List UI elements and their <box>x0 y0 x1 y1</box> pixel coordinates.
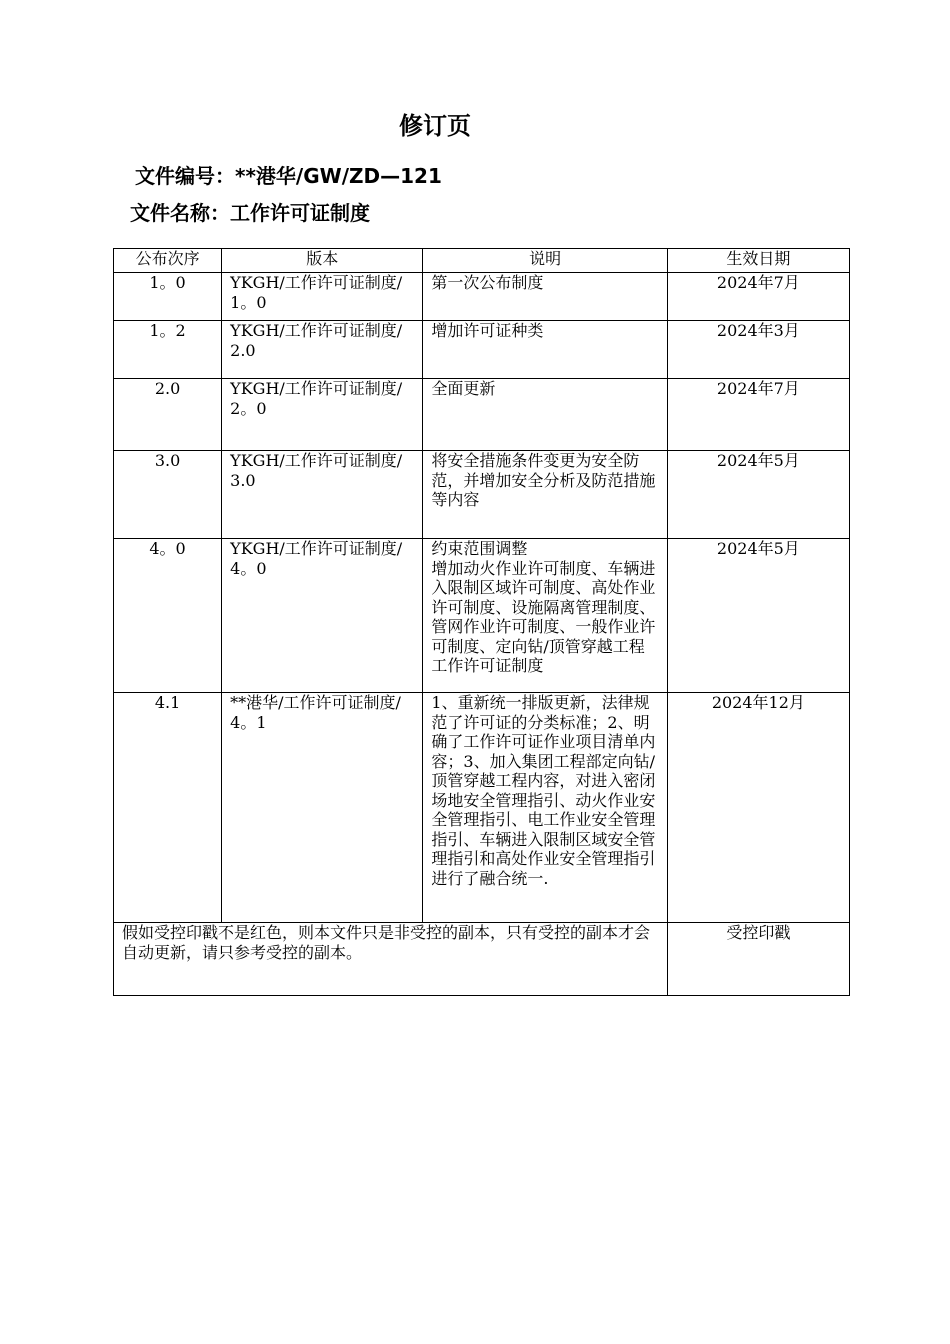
header-seq: 公布次序 <box>114 249 222 273</box>
cell-description: 全面更新 <box>423 379 667 451</box>
cell-date: 2024年7月 <box>667 379 849 451</box>
table-row <box>114 539 850 693</box>
table-row <box>114 273 850 321</box>
header-effective-date: 生效日期 <box>667 249 849 273</box>
page-title: 修订页 <box>399 112 471 140</box>
table-row <box>114 693 850 923</box>
cell-description: 约束范围调整 增加动火作业许可制度、车辆进入限制区域许可制度、高处作业许可制度、设施隔离管理制度、管网作业许可制度、一般作业许可制度、定向钻/顶管穿越工程工作许可证制度 <box>423 539 667 693</box>
cell-version: YKGH/工作许可证制度/2.0 <box>222 321 423 379</box>
cell-seq: 4。0 <box>114 539 222 693</box>
file-name: 文件名称：工作许可证制度 <box>130 201 370 225</box>
cell-version: **港华/工作许可证制度/4。1 <box>222 693 423 923</box>
cell-description: 第一次公布制度 <box>423 273 667 321</box>
cell-date: 2024年12月 <box>667 693 849 923</box>
cell-date: 2024年5月 <box>667 539 849 693</box>
cell-date: 2024年3月 <box>667 321 849 379</box>
file-code: 文件编号：**港华/GW/ZD—121 <box>135 164 442 188</box>
table-row <box>114 321 850 379</box>
cell-seq: 1。0 <box>114 273 222 321</box>
cell-seq: 1。2 <box>114 321 222 379</box>
header-version: 版本 <box>222 249 423 273</box>
cell-date: 2024年7月 <box>667 273 849 321</box>
header-description: 说明 <box>423 249 667 273</box>
cell-version: YKGH/工作许可证制度/1。0 <box>222 273 423 321</box>
revision-table <box>113 248 850 996</box>
cell-date: 2024年5月 <box>667 451 849 539</box>
cell-description: 将安全措施条件变更为安全防范，并增加安全分析及防范措施等内容 <box>423 451 667 539</box>
controlled-stamp-label: 受控印戳 <box>667 923 849 996</box>
cell-seq: 4.1 <box>114 693 222 923</box>
controlled-copy-note: 假如受控印戳不是红色，则本文件只是非受控的副本，只有受控的副本才会自动更新，请只参考受控的副本。 <box>114 923 668 996</box>
cell-seq: 2.0 <box>114 379 222 451</box>
footer-row <box>114 923 850 996</box>
cell-version: YKGH/工作许可证制度/3.0 <box>222 451 423 539</box>
cell-version: YKGH/工作许可证制度/4。0 <box>222 539 423 693</box>
cell-description: 增加许可证种类 <box>423 321 667 379</box>
table-row <box>114 379 850 451</box>
cell-seq: 3.0 <box>114 451 222 539</box>
table-row <box>114 451 850 539</box>
cell-description: 1、重新统一排版更新，法律规范了许可证的分类标准；2、明确了工作许可证作业项目清单内容；3、加入集团工程部定向钻/顶管穿越工程内容，对进入密闭场地安全管理指引、动火作业安全管理指引、电工作业安全管理指引、车辆进入限制区域安全管理指引和高处作业安全管理指引进行了融合统一. <box>423 693 667 923</box>
cell-version: YKGH/工作许可证制度/2。0 <box>222 379 423 451</box>
table-header-row <box>114 249 850 273</box>
